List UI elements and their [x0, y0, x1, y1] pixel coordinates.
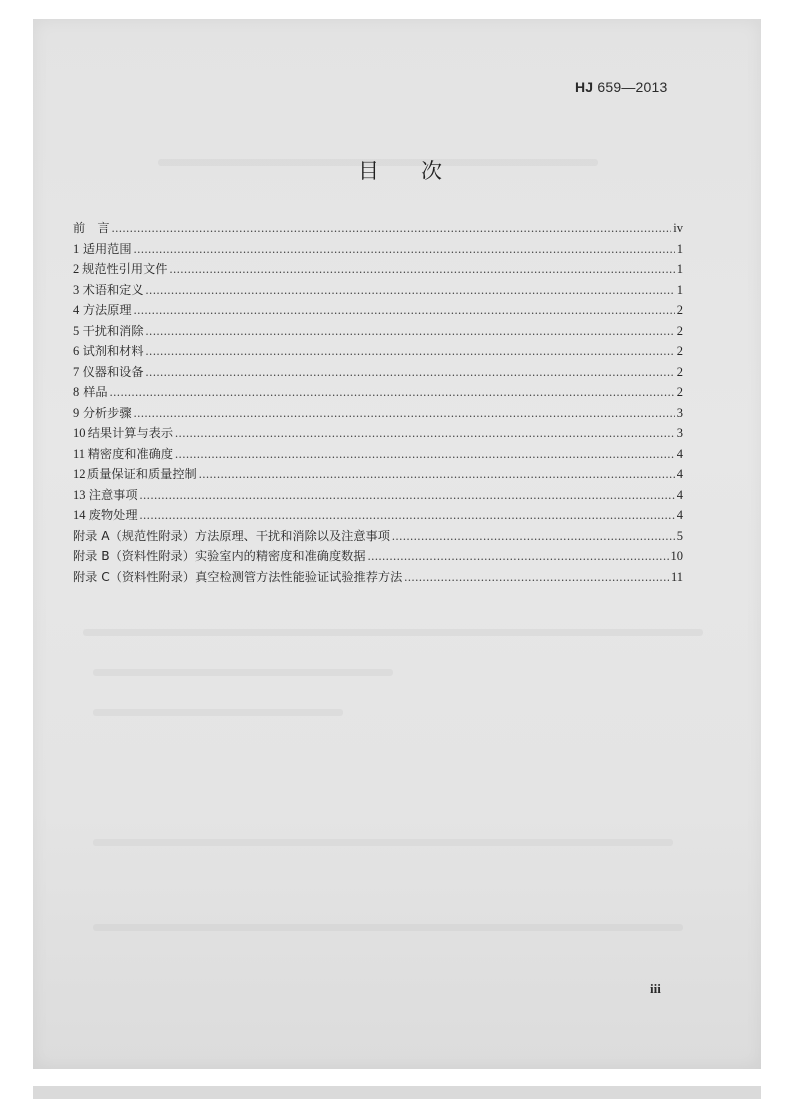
- toc-annex-id: 附录 C（资料性附录）: [73, 569, 196, 584]
- toc-entry-page: 4: [676, 487, 683, 502]
- toc-entry-page: 2: [676, 323, 683, 338]
- toc-entry-label: 术语和定义: [82, 282, 144, 297]
- toc-entry[interactable]: [73, 259, 683, 280]
- toc-entry[interactable]: [73, 505, 683, 526]
- toc-entry-label: 质量保证和质量控制: [87, 467, 197, 481]
- toc-entry-label: 方法原理: [82, 303, 132, 317]
- toc-dot-leader: [368, 546, 669, 567]
- toc-entry-page: 2: [676, 303, 683, 317]
- bleed-through-mark: [93, 709, 343, 716]
- toc-entry[interactable]: [73, 321, 683, 342]
- toc-entry[interactable]: [73, 423, 683, 444]
- toc-dot-leader: [146, 341, 675, 362]
- toc-entry-label: 干扰和消除: [82, 323, 144, 338]
- toc-entry-number: 14: [73, 508, 86, 522]
- toc-entry[interactable]: [73, 464, 683, 485]
- toc-entry-preface[interactable]: [73, 218, 683, 239]
- next-page-edge: [33, 1086, 761, 1099]
- toc-entry-number: 6: [73, 344, 80, 358]
- toc-dot-leader: [169, 259, 674, 280]
- toc-dot-leader: [146, 362, 675, 383]
- toc-dot-leader: [134, 403, 675, 424]
- toc-entry-label: 前 言: [73, 221, 110, 235]
- toc-entry-annex[interactable]: [73, 567, 683, 588]
- page-number: iii: [650, 981, 661, 996]
- toc-entry[interactable]: [73, 444, 683, 465]
- bleed-through-mark: [93, 924, 683, 931]
- toc-entry[interactable]: [73, 341, 683, 362]
- toc-entry-annex[interactable]: [73, 546, 683, 567]
- toc-entry-label: 样品: [83, 385, 108, 399]
- toc-entry-number: 12: [73, 467, 86, 481]
- toc-dot-leader: [134, 300, 675, 321]
- toc-entry[interactable]: [73, 485, 683, 506]
- toc-entry-label: 精密度和准确度: [87, 446, 174, 461]
- toc-entry-number: 1: [73, 241, 80, 256]
- toc-entry-number: 2: [73, 262, 80, 276]
- toc-entry[interactable]: [73, 300, 683, 321]
- bleed-through-mark: [93, 839, 673, 846]
- toc-entry-page: 2: [676, 364, 683, 379]
- toc-entry[interactable]: [73, 362, 683, 383]
- toc-entry-page: 4: [676, 508, 683, 522]
- toc-entry-label: 结果计算与表示: [87, 426, 174, 440]
- toc-entry-label: 注意事项: [88, 487, 138, 502]
- toc-entry-label: 仪器和设备: [82, 364, 144, 379]
- toc-entry-number: 3: [73, 282, 80, 297]
- toc-entry-number: 11: [73, 446, 86, 461]
- toc-entry-label: 实验室内的精密度和准确度数据: [194, 549, 366, 563]
- toc-entry[interactable]: [73, 403, 683, 424]
- toc-entry-label: 规范性引用文件: [82, 262, 168, 276]
- toc-entry-number: 5: [73, 323, 80, 338]
- toc-entry-page: 10: [670, 549, 683, 563]
- toc-dot-leader: [392, 526, 675, 547]
- toc-entry-page: 3: [676, 405, 683, 420]
- toc-dot-leader: [110, 382, 675, 403]
- toc-dot-leader: [146, 321, 675, 342]
- document-code-prefix: HJ: [575, 79, 594, 95]
- toc-entry-label: 试剂和材料: [82, 344, 144, 358]
- toc-entry-number: 4: [73, 303, 80, 317]
- toc-entry-number: 13: [73, 487, 86, 502]
- toc-dot-leader: [134, 239, 675, 260]
- toc-dot-leader: [175, 444, 675, 465]
- toc-entry-page: 1: [676, 262, 683, 276]
- toc-entry[interactable]: [73, 280, 683, 301]
- toc-dot-leader: [140, 505, 675, 526]
- toc-dot-leader: [199, 464, 675, 485]
- toc-entry-label: 方法原理、干扰和消除以及注意事项: [194, 528, 390, 543]
- toc-entry-page: 2: [676, 385, 683, 399]
- toc-entry[interactable]: [73, 239, 683, 260]
- table-of-contents: [73, 218, 683, 587]
- toc-dot-leader: [404, 567, 669, 588]
- toc-entry-page: 5: [676, 528, 683, 543]
- toc-annex-id: 附录 B（资料性附录）: [73, 549, 195, 563]
- toc-entry[interactable]: [73, 382, 683, 403]
- document-code: [575, 79, 668, 95]
- toc-entry-page: 4: [676, 467, 683, 481]
- toc-entry-page: 4: [676, 446, 683, 461]
- toc-entry-label: 适用范围: [82, 241, 132, 256]
- bleed-through-mark: [93, 669, 393, 676]
- toc-entry-label: 分析步骤: [82, 405, 132, 420]
- toc-entry-page: 1: [676, 241, 683, 256]
- page-title: 目 次: [358, 159, 442, 183]
- toc-entry-number: 9: [73, 405, 80, 420]
- toc-entry-label: 真空检测管方法性能验证试验推荐方法: [195, 569, 403, 584]
- toc-entry-number: 10: [73, 426, 86, 440]
- toc-entry-page: 11: [670, 569, 683, 584]
- document-code-number: 659—2013: [593, 79, 668, 95]
- toc-annex-id: 附录 A（规范性附录）: [73, 528, 195, 543]
- toc-entry-number: 7: [73, 364, 80, 379]
- toc-dot-leader: [140, 485, 675, 506]
- toc-entry-page: iv: [673, 221, 683, 235]
- toc-entry-page: 2: [676, 344, 683, 358]
- toc-entry-label: 废物处理: [88, 508, 138, 522]
- toc-dot-leader: [112, 218, 672, 239]
- bleed-through-mark: [83, 629, 703, 636]
- toc-entry-page: 1: [676, 282, 683, 297]
- toc-entry-annex[interactable]: [73, 526, 683, 547]
- toc-entry-page: 3: [676, 426, 683, 440]
- toc-entry-number: 8: [73, 385, 80, 399]
- toc-dot-leader: [175, 423, 675, 444]
- toc-dot-leader: [146, 280, 675, 301]
